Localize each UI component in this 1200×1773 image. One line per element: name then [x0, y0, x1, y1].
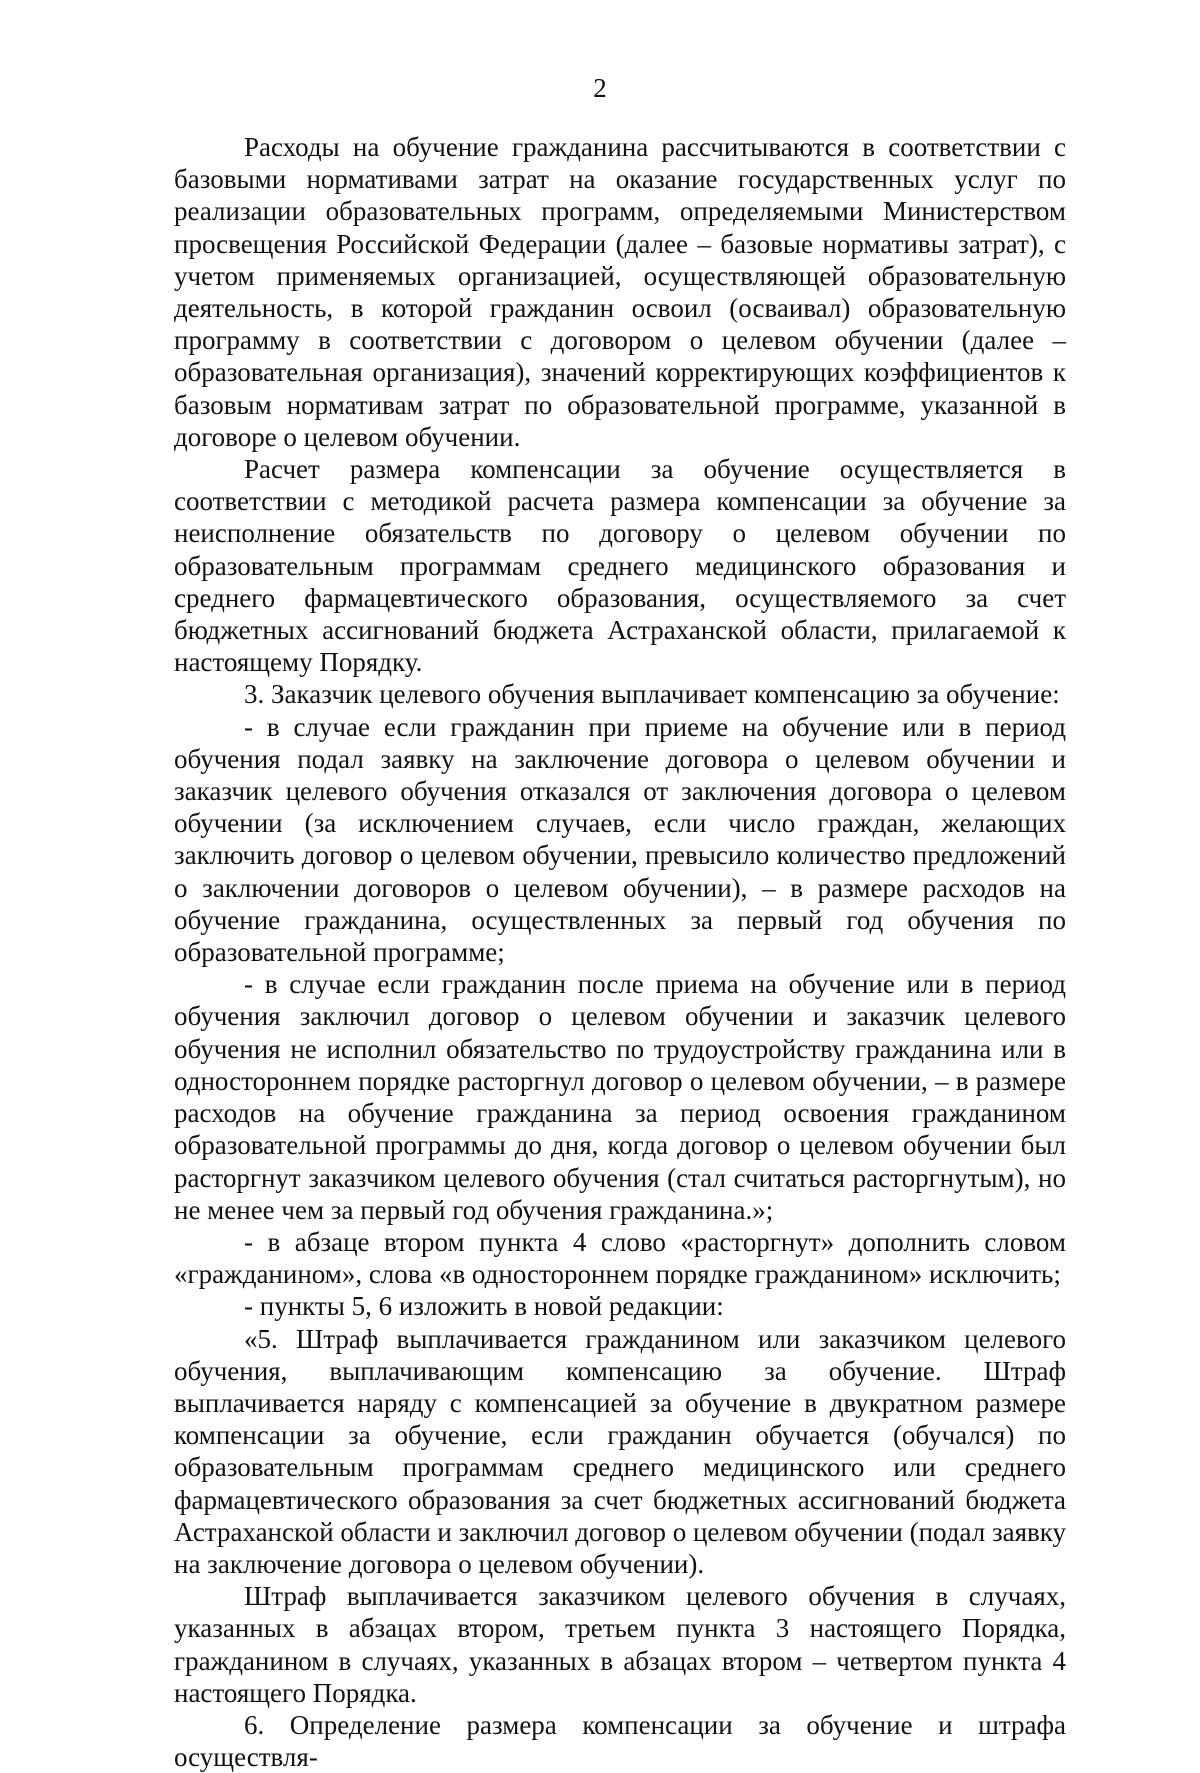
paragraph-fine-cases: Штраф выплачивается заказчиком целевого обучения в случаях, указанных в абзацах втором, третьем пункта 3 настоящего Порядка, гражданином в случаях, указанных в абзацах втором – четвертом пункта 4 настоящего Порядка. [174, 1581, 1066, 1708]
paragraph-item-3-case-2: - в случае если гражданин после приема на обучение или в период обучения заключил договор о целевом обучении и заказчик целевого обучения не исполнил обязательство по трудоустройству гражданина или в одностороннем порядке расторгнул договор о целевом обучении, – в размере расходов на обучение гражданина за период освоения гражданином образовательной программы до дня, когда договор о целевом обучении был расторгнут заказчиком целевого обучения (стал считаться расторгнутым), но не менее чем за первый год обучения гражданина.»; [174, 969, 1066, 1225]
paragraph-items-5-6-intro: - пункты 5, 6 изложить в новой редакции: [244, 1291, 724, 1322]
document-body [174, 131, 1066, 1773]
paragraph-item-6: 6. Определение размера компенсации за обучение и штрафа осуществля- [174, 1709, 1066, 1773]
paragraph-item-5: «5. Штраф выплачивается гражданином или заказчиком целевого обучения, выплачивающим компенсацию за обучение. Штраф выплачивается наряду с компенсацией за обучение в двукратном размере компенсации за обучение, если гражданин обучается (обучался) по образовательным программам среднего медицинского или среднего фармацевтического образования за счет бюджетных ассигнований бюджета Астраханской области и заключил договор о целевом обучении (подал заявку на заключение договора о целевом обучении). [174, 1323, 1067, 1579]
paragraph-item-3-case-1: - в случае если гражданин при приеме на обучение или в период обучения подал заявку на заключение договора о целевом обучении и заказчик целевого обучения отказался от заключения договора о целевом обучении (за исключением случаев, если число граждан, желающих заключить договор о целевом обучении, превысило количество предложений о заключении договоров о целевом обучении), – в размере расходов на обучение гражданина, осуществленных за первый год обучения по образовательной программе; [174, 711, 1066, 968]
paragraph-training-costs: Расходы на обучение гражданина рассчитываются в соответствии с базовыми нормативами затрат на оказание государственных услуг по реализации образовательных программ, определяемыми Министерством просвещения Российской Федерации (далее – базовые нормативы затрат), с учетом применяемых организацией, осуществляющей образовательную деятельность, в которой гражданин освоил (осваивал) образовательную программу в соответствии с договором о целевом обучении (далее – образовательная организация), значений корректирующих коэффициентов к базовым нормативам затрат по образовательной программе, указанной в договоре о целевом обучении. [174, 132, 1066, 452]
paragraph-compensation-calculation: Расчет размера компенсации за обучение осуществляется в соответствии с методикой расчета размера компенсации за обучение за неисполнение обязательств по договору о целевом обучении по образовательным программам среднего медицинского образования и среднего фармацевтического образования, осуществляемого за счет бюджетных ассигнований бюджета Астраханской области, прилагаемой к настоящему Порядку. [174, 454, 1066, 678]
paragraph-item-4-amendment: - в абзаце втором пункта 4 слово «расторгнут» дополнить словом «гражданином», слова «в одностороннем порядке гражданином» исключить; [174, 1226, 1066, 1290]
paragraph-item-3: 3. Заказчик целевого обучения выплачивает компенсацию за обучение: [244, 679, 1060, 710]
page-number: 2 [593, 73, 607, 103]
